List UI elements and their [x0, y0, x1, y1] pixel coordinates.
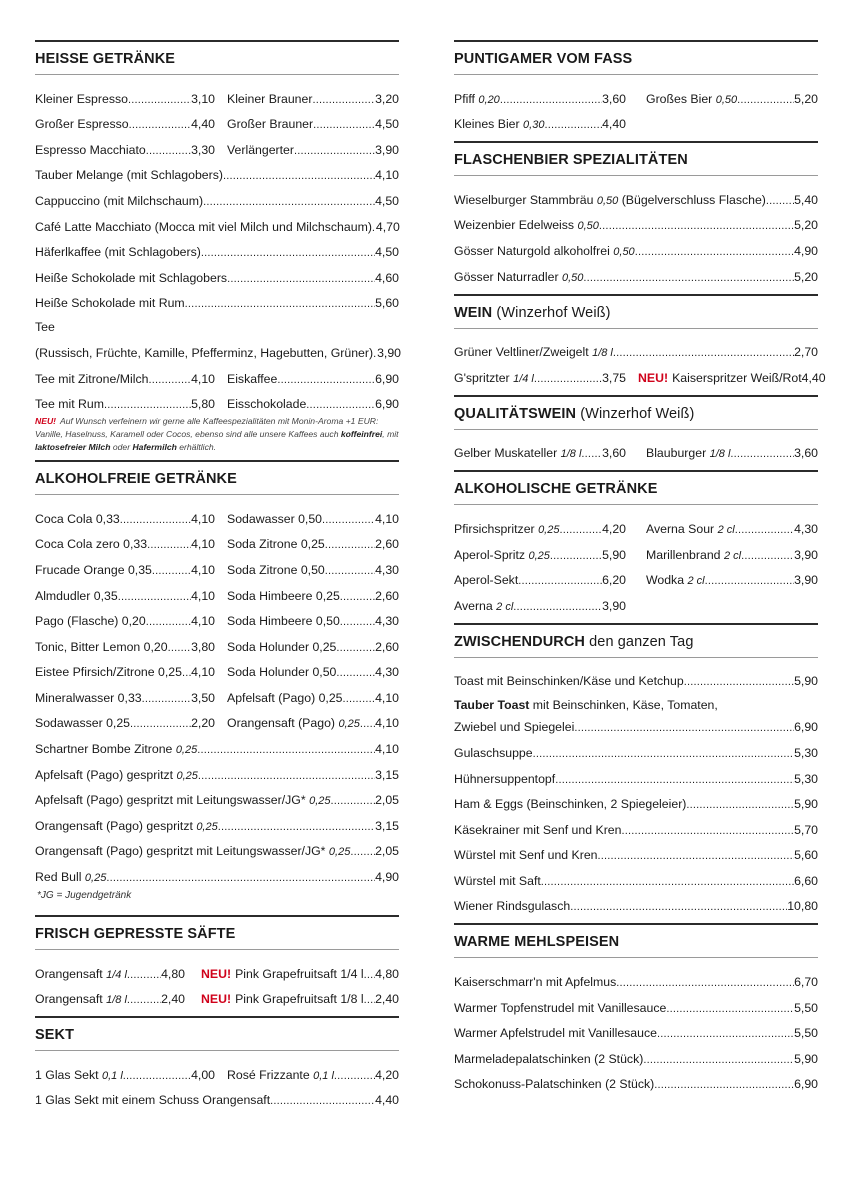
item-name: Soda Himbeere 0,25: [227, 588, 340, 603]
item-price: 4,50: [375, 193, 399, 208]
item-price: 4,40: [801, 370, 826, 385]
item-name: Soda Zitrone 0,25: [227, 537, 325, 552]
note-text: Auf Wunsch verfeinern wir gerne alle Kaffeespezialitäten mit Monin-Aroma +1 EUR:: [60, 416, 379, 427]
item-name: Eiskaffee: [227, 371, 278, 386]
section-title-text: ZWISCHENDURCH: [454, 633, 585, 650]
item-price: 4,90: [375, 870, 399, 885]
item-price: 5,90: [794, 674, 818, 689]
item-name: Würstel mit Saft: [454, 873, 541, 888]
section-title: FLASCHENBIER SPEZIALITÄTEN: [454, 143, 818, 176]
menu-row: [35, 157, 399, 183]
item-extra: (Bügelverschluss Flasche): [621, 192, 766, 207]
item-size: 0,50: [715, 93, 738, 106]
section-title: SEKT: [35, 1018, 399, 1051]
menu-row: [454, 80, 818, 106]
item-size: 1/4 l: [106, 968, 127, 981]
item-name: Heiße Schokolade mit Rum: [35, 296, 185, 311]
item-size: 0,1 l: [313, 1069, 334, 1082]
item-name: Grüner Veltliner/Zweigelt: [454, 345, 589, 360]
item-price: 5,50: [794, 1000, 818, 1015]
item-price: 2,05: [375, 793, 399, 808]
note-text: , mit: [382, 429, 399, 440]
item-name: Kleines Bier: [454, 117, 520, 132]
item-price: 4,50: [375, 117, 399, 132]
note-bold: koffeinfrei: [340, 429, 383, 440]
item-size: 1/8 l: [592, 347, 613, 360]
item-price: 4,10: [191, 614, 215, 629]
menu-row: [35, 782, 399, 808]
item-price: 4,10: [191, 665, 215, 680]
item-size: 0,25: [538, 523, 560, 536]
item-name: Schokonuss-Palatschinken (2 Stück): [454, 1077, 655, 1092]
item-name: Ham & Eggs (Beinschinken, 2 Spiegeleier): [454, 797, 687, 812]
item-name: 1 Glas Sekt: [35, 1067, 99, 1082]
right-column: [454, 40, 826, 1092]
menu-row: [454, 837, 818, 863]
item-price: 10,80: [787, 899, 818, 914]
item-price: 2,40: [161, 992, 185, 1007]
item-name: Kleiner Espresso: [35, 91, 128, 106]
item-name: Heiße Schokolade mit Schlagobers: [35, 270, 228, 285]
item-name: Großer Espresso: [35, 117, 129, 132]
item-price: 5,90: [794, 797, 818, 812]
note-text: Vanille, Haselnuss, Karamell oder Cocos, ebenso sind alle unsere Kaffees auch: [35, 429, 339, 440]
item-name: Gösser Naturradler: [454, 269, 559, 284]
item-price: 4,10: [191, 588, 215, 603]
menu-row: [35, 679, 399, 705]
item-price: 3,60: [602, 446, 626, 461]
section-title: [454, 296, 818, 329]
item-name: Gulaschsuppe: [454, 745, 533, 760]
item-name: Orangensaft (Pago) gespritzt mit Leitungswasser/JG*: [35, 844, 326, 859]
item-name: Großes Bier: [646, 91, 713, 106]
coffee-note: [35, 411, 399, 460]
item-name: Aperol-Spritz: [454, 547, 526, 562]
item-price: 4,30: [375, 665, 399, 680]
item-name: Würstel mit Senf und Kren: [454, 848, 598, 863]
section-subtitle: (Winzerhof Weiß): [496, 304, 611, 321]
menu-row: [35, 981, 399, 1007]
section-title: ALKOHOLISCHE GETRÄNKE: [454, 472, 818, 505]
item-name: Orangensaft (Pago) gespritzt: [35, 818, 193, 833]
item-price: 3,10: [191, 91, 215, 106]
menu-row: [35, 654, 399, 680]
item-name: Schartner Bombe Zitrone: [35, 742, 173, 757]
section-heisse-getraenke: [35, 40, 402, 460]
item-price: 4,40: [191, 117, 215, 132]
item-name: Orangensaft: [35, 992, 103, 1007]
item-name: Häferlkaffee (mit Schlagobers): [35, 245, 201, 260]
menu-row: [454, 989, 818, 1015]
item-size: 0,25: [338, 718, 360, 731]
item-name: G'spritzter: [454, 370, 510, 385]
menu-row: [35, 334, 402, 360]
item-name: Wodka: [646, 573, 685, 588]
item-name: Kaiserspritzer Weiß/Rot: [672, 370, 802, 385]
neu-badge: NEU!: [201, 992, 232, 1007]
item-name: Marillenbrand: [646, 547, 721, 562]
menu-row: [35, 551, 399, 577]
menu-row: [35, 80, 399, 106]
section-flaschenbier: [454, 141, 818, 293]
item-name: Pink Grapefruitsaft 1/8 l: [235, 992, 364, 1007]
menu-row: [454, 207, 818, 233]
item-price: 4,40: [602, 117, 626, 132]
item-name: Käsekrainer mit Senf und Kren: [454, 822, 622, 837]
item-name: Warmer Topfenstrudel mit Vanillesauce: [454, 1000, 667, 1015]
menu-row: [454, 587, 818, 613]
footnote: *JG = Jugendgetränk: [37, 890, 132, 902]
item-price: 4,10: [191, 371, 215, 386]
menu-row: [454, 510, 818, 536]
item-name: Averna Sour: [646, 521, 715, 536]
item-name: Weizenbier Edelweiss: [454, 218, 575, 233]
menu-row: [35, 756, 399, 782]
item-name: Red Bull: [35, 870, 82, 885]
section-qualitaetswein: [454, 395, 818, 471]
item-price: 4,10: [375, 742, 399, 757]
item-price: 6,90: [794, 720, 818, 735]
section-title: [454, 397, 818, 430]
item-name: Coca Cola zero 0,33: [35, 537, 148, 552]
menu-row: [35, 833, 399, 859]
item-price: 3,15: [375, 767, 399, 782]
menu-row: [454, 811, 818, 837]
item-size: 1/4 l: [513, 372, 534, 385]
item-price: 3,80: [191, 639, 215, 654]
menu-row: [35, 526, 399, 552]
menu-row: [454, 232, 818, 258]
item-price: 3,90: [794, 573, 818, 588]
item-name: mit Beinschinken, Käse, Tomaten,: [529, 698, 718, 713]
item-price: 3,75: [602, 370, 626, 385]
item-price: 5,90: [602, 547, 626, 562]
item-name-bold: Tauber Toast: [454, 698, 530, 713]
item-price: 4,30: [375, 614, 399, 629]
menu-row: [35, 106, 399, 132]
item-name: Gelber Muskateller: [454, 446, 558, 461]
item-name: Eistee Pfirsich/Zitrone 0,25: [35, 665, 182, 680]
menu-row: [454, 334, 818, 360]
menu-row: [454, 786, 818, 812]
item-size: 0,1 l: [101, 1069, 123, 1082]
item-size: 0,25: [309, 795, 331, 808]
item-price: 4,20: [375, 1067, 399, 1082]
menu-row: [35, 955, 399, 981]
item-price: 3,15: [375, 818, 399, 833]
item-name: Tauber Melange (mit Schlagobers): [35, 168, 223, 183]
item-name: Tee mit Zitrone/Milch: [35, 371, 149, 386]
item-price: 5,70: [794, 822, 818, 837]
item-price: 6,90: [375, 371, 399, 386]
note-text: oder: [110, 442, 133, 453]
item-price: 5,20: [794, 269, 818, 284]
menu-row: [35, 131, 399, 157]
item-price: 4,80: [375, 966, 399, 981]
item-size: 0,25: [528, 549, 550, 562]
item-name: Almdudler 0,35: [35, 588, 118, 603]
item-price: 4,60: [375, 270, 399, 285]
item-size: 0,25: [328, 846, 351, 859]
menu-row: [454, 1066, 818, 1092]
item-name: Soda Holunder 0,25: [227, 639, 337, 654]
section-sekt: [35, 1016, 399, 1107]
menu-row: [35, 705, 399, 731]
item-size: 2 cl: [687, 575, 705, 588]
item-price: 3,50: [191, 690, 215, 705]
item-price: 4,50: [375, 245, 399, 260]
item-name: Apfelsaft (Pago) gespritzt mit Leitungswasser/JG*: [35, 793, 306, 808]
section-alkoholfreie-getraenke: [35, 460, 399, 915]
item-name: Pfirsichspritzer: [454, 521, 535, 536]
item-size: 0,50: [561, 271, 584, 284]
section-title-text: WEIN: [454, 304, 493, 321]
item-size: 0,50: [577, 220, 599, 233]
section-title: WARME MEHLSPEISEN: [454, 925, 818, 958]
item-size: 0,30: [523, 119, 545, 132]
item-price: 6,90: [375, 397, 399, 412]
item-price: 4,70: [375, 219, 400, 234]
item-name: Rosé Frizzante: [227, 1067, 310, 1082]
item-size: 0,50: [596, 194, 619, 207]
item-size: 2 cl: [723, 549, 742, 562]
neu-badge: NEU!: [35, 416, 57, 427]
menu-row: [454, 712, 818, 734]
item-price: 5,30: [794, 771, 818, 786]
section-title: HEISSE GETRÄNKE: [35, 42, 399, 75]
item-name: Zwiebel und Spiegelei: [454, 720, 575, 735]
item-price: 4,10: [375, 716, 399, 731]
neu-badge: NEU!: [201, 966, 232, 981]
menu-row: [35, 500, 399, 526]
menu-row: [454, 1040, 818, 1066]
section-subtitle: (Winzerhof Weiß): [580, 405, 695, 422]
item-name: (Russisch, Früchte, Kamille, Pfefferminz, Hagebutten, Grüner): [35, 345, 374, 360]
neu-badge: NEU!: [638, 370, 669, 385]
item-price: 5,40: [794, 192, 818, 207]
menu-row: [35, 577, 399, 603]
menu-row: [35, 858, 399, 884]
item-price: 4,40: [375, 1093, 399, 1108]
section-title: [454, 625, 818, 658]
item-price: 2,70: [794, 345, 818, 360]
item-name: 1 Glas Sekt mit einem Schuss Orangensaft: [35, 1093, 271, 1108]
item-price: 2,05: [375, 844, 399, 859]
item-name: Frucade Orange 0,35: [35, 562, 152, 577]
section-zwischendurch: [454, 623, 818, 924]
item-name: Eisschokolade: [227, 397, 307, 412]
heisse-pairs: [35, 80, 399, 157]
menu-row: [35, 360, 399, 386]
item-price: 4,10: [191, 511, 215, 526]
item-name: Averna: [454, 598, 493, 613]
item-size: 2 cl: [496, 600, 514, 613]
item-name: Pink Grapefruitsaft 1/4 l: [235, 966, 364, 981]
menu-row: [35, 285, 399, 311]
menu-row: [35, 234, 399, 260]
item-price: 3,60: [602, 91, 626, 106]
menu-row: [35, 259, 399, 285]
item-size: 0,25: [175, 744, 198, 757]
menu-row: [454, 258, 818, 284]
item-name: Verlängerter: [227, 142, 294, 157]
item-name: Wiener Rindsgulasch: [454, 899, 571, 914]
menu-row: [35, 208, 399, 234]
section-title: PUNTIGAMER VOM FASS: [454, 42, 818, 75]
item-name: Blauburger: [646, 446, 707, 461]
note-bold: Hafermilch: [132, 442, 177, 453]
menu-row: [35, 386, 399, 412]
menu-row: [35, 730, 399, 756]
menu-row: [454, 435, 818, 461]
menu-row: [454, 536, 818, 562]
item-price: 2,60: [375, 639, 399, 654]
item-size: 0,25: [176, 769, 198, 782]
menu-row: [35, 603, 399, 629]
item-price: 3,60: [794, 446, 818, 461]
item-price: 2,40: [375, 992, 399, 1007]
item-name: Wieselburger Stammbräu: [454, 192, 594, 207]
item-size: 0,20: [478, 93, 500, 106]
section-alkoholische-getraenke: [454, 470, 818, 622]
item-name: Aperol-Sekt: [454, 573, 519, 588]
section-puntigamer: [454, 40, 818, 141]
item-name: Gösser Naturgold alkoholfrei: [454, 243, 610, 258]
item-price: 6,90: [794, 1077, 818, 1092]
item-price: 4,90: [794, 243, 818, 258]
item-name: Orangensaft: [35, 966, 103, 981]
item-name: Kleiner Brauner: [227, 91, 313, 106]
menu-row: [35, 628, 399, 654]
section-saefte: [35, 915, 399, 1016]
menu-row: [454, 888, 818, 914]
note-text: erhältlich.: [176, 442, 217, 453]
item-name: Kaiserschmarr'n mit Apfelmus: [454, 975, 617, 990]
item-name: Warmer Apfelstrudel mit Vanillesauce: [454, 1026, 657, 1041]
item-price: 4,00: [191, 1067, 215, 1082]
section-title: FRISCH GEPRESSTE SÄFTE: [35, 917, 399, 950]
item-name: Sodawasser 0,25: [35, 716, 131, 731]
menu-row: [35, 1082, 399, 1108]
item-price: 4,80: [161, 966, 185, 981]
item-price: 5,20: [794, 218, 818, 233]
item-price: 6,20: [602, 573, 626, 588]
item-price: 3,90: [377, 345, 402, 360]
section-title: ALKOHOLFREIE GETRÄNKE: [35, 462, 399, 495]
menu-row: [454, 963, 818, 989]
item-price: 3,90: [794, 547, 818, 562]
menu-row: [454, 663, 818, 689]
item-name: Toast mit Beinschinken/Käse und Ketchup: [454, 674, 684, 689]
item-price: 2,20: [191, 716, 215, 731]
menu-row: [454, 562, 818, 588]
item-name: Apfelsaft (Pago) gespritzt: [35, 767, 174, 782]
menu-row: [454, 688, 818, 712]
item-price: 5,30: [794, 745, 818, 760]
item-price: 5,90: [794, 1051, 818, 1066]
menu-row: [454, 760, 818, 786]
item-name: Hühnersuppentopf: [454, 771, 556, 786]
item-price: 6,60: [794, 873, 818, 888]
menu-row: [454, 181, 818, 207]
item-price: 4,30: [794, 521, 818, 536]
item-price: 3,90: [375, 142, 399, 157]
item-name: Sodawasser 0,50: [227, 511, 323, 526]
item-size: 0,50: [613, 245, 635, 258]
item-name: Tonic, Bitter Lemon 0,20: [35, 639, 168, 654]
menu-row: [35, 807, 399, 833]
item-name: Orangensaft (Pago): [227, 716, 336, 731]
menu-row: [35, 1056, 399, 1082]
item-price: 2,60: [375, 537, 399, 552]
item-name: Mineralwasser 0,33: [35, 690, 142, 705]
menu-row: [454, 734, 818, 760]
section-warme-mehlspeisen: [454, 923, 818, 1091]
item-size: 1/8 l: [560, 448, 582, 461]
section-wein: [454, 294, 826, 395]
item-name: Café Latte Macchiato (Mocca mit viel Milch und Milchschaum): [35, 219, 372, 234]
item-name: Cappuccino (mit Milchschaum): [35, 193, 204, 208]
item-price: 5,60: [794, 848, 818, 863]
item-price: 4,30: [375, 562, 399, 577]
item-price: 3,30: [191, 142, 215, 157]
item-name: Espresso Macchiato: [35, 142, 146, 157]
section-title-text: QUALITÄTSWEIN: [454, 405, 577, 422]
item-price: 4,20: [602, 521, 626, 536]
item-name: Apfelsaft (Pago) 0,25: [227, 690, 343, 705]
item-price: 5,20: [794, 91, 818, 106]
item-price: 4,10: [375, 168, 399, 183]
item-name: Soda Himbeere 0,50: [227, 614, 340, 629]
item-name: Coca Cola 0,33: [35, 511, 120, 526]
item-name: Pago (Flasche) 0,20: [35, 614, 146, 629]
item-size: 1/8 l: [709, 448, 731, 461]
item-name: Marmeladepalatschinken (2 Stück): [454, 1051, 644, 1066]
item-price: 4,10: [191, 537, 215, 552]
menu-row: [454, 862, 818, 888]
item-size: 2 cl: [717, 523, 735, 536]
item-name: Pfiff: [454, 91, 475, 106]
item-name: Tee mit Rum: [35, 397, 105, 412]
item-price: 4,10: [375, 690, 399, 705]
menu-row: [454, 1015, 818, 1041]
menu-row: [454, 359, 826, 385]
item-name: Soda Zitrone 0,50: [227, 562, 325, 577]
item-price: 4,10: [375, 511, 399, 526]
item-size: 0,25: [84, 872, 107, 885]
item-name: Großer Brauner: [227, 117, 314, 132]
item-size: 1/8 l: [106, 994, 127, 1007]
left-column: [35, 40, 402, 1108]
item-price: 4,10: [191, 562, 215, 577]
item-price: 5,60: [375, 296, 399, 311]
section-subtitle: den ganzen Tag: [589, 633, 694, 650]
item-price: 2,60: [375, 588, 399, 603]
item-price: 3,90: [602, 598, 626, 613]
item-price: 3,20: [375, 91, 399, 106]
item-price: 5,80: [191, 397, 215, 412]
menu-row: [35, 182, 399, 208]
tee-label: Tee: [35, 320, 55, 335]
item-size: 0,25: [196, 820, 218, 833]
item-name: Soda Holunder 0,50: [227, 665, 337, 680]
note-bold: laktosefreier Milch: [35, 442, 111, 453]
item-price: 6,70: [794, 975, 818, 990]
item-price: 5,50: [794, 1026, 818, 1041]
menu-row: [454, 106, 818, 132]
